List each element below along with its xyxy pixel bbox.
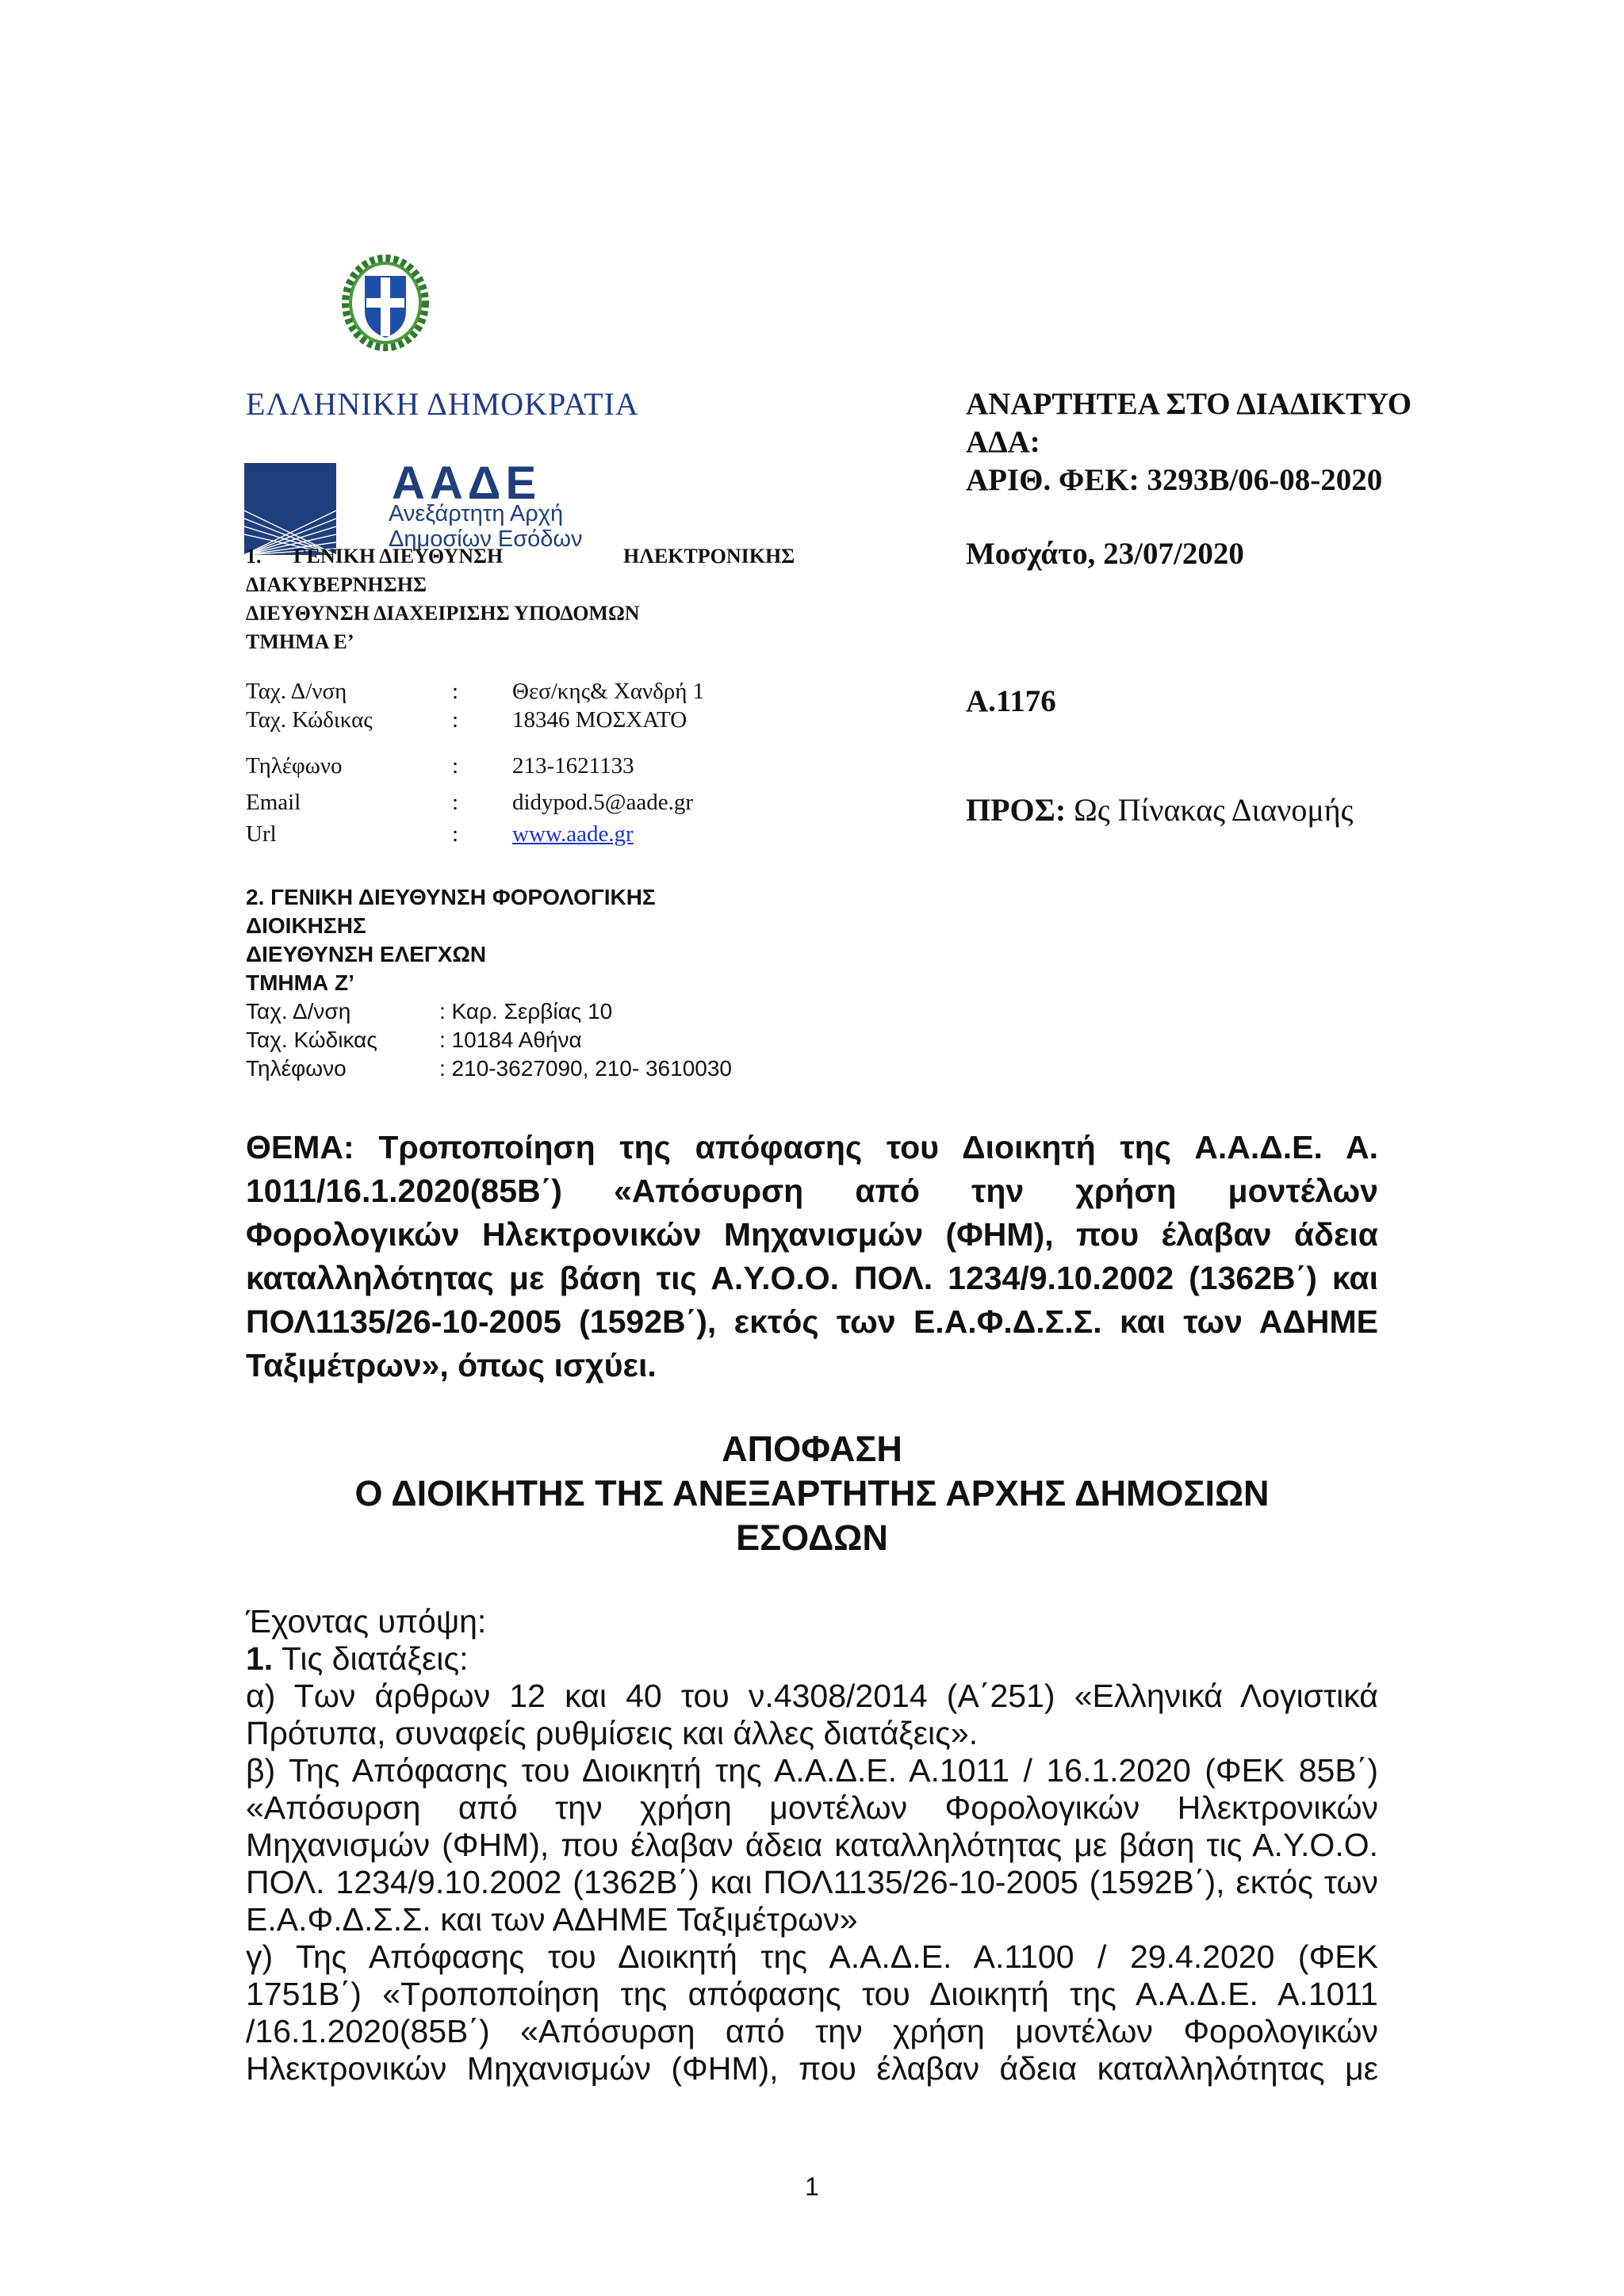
subject-line: ΠΟΛ1135/26-10-2005 (1592Β΄), εκτός των Ε.Α.Φ.Δ.Σ.Σ. και των ΑΔΗΜΕ — [246, 1303, 1378, 1340]
aade-logo-mark — [244, 463, 336, 555]
item-1 — [246, 1640, 1378, 1678]
contact-label: Τηλέφωνο — [246, 753, 343, 779]
contact-value: Θεσ/κης& Χανδρή 1 — [512, 679, 705, 704]
subject-line: Ταξιμέτρων», όπως ισχύει. — [246, 1347, 657, 1383]
website-link[interactable]: www.aade.gr — [512, 821, 634, 847]
body-line: Μηχανισμών (ΦΗΜ), που έλαβαν άδεια καταλληλότητας με βάση τις Α.Υ.Ο.Ο. — [246, 1827, 1378, 1863]
contact-sep: : — [452, 753, 459, 779]
contact-sep: : — [452, 679, 459, 704]
body-line: α) Των άρθρων 12 και 40 του ν.4308/2014 (Α΄251) «Ελληνικά Λογιστικά — [246, 1678, 1378, 1714]
contact-value: : 10184 Αθήνα — [439, 1027, 582, 1052]
org1-line1-left: ΓΕΝΙΚΗ ΔΙΕΥΘΥΝΣΗ — [293, 545, 504, 568]
body-line: ΠΟΛ. 1234/9.10.2002 (1362Β΄) και ΠΟΛ1135/26-10-2005 (1592Β΄), εκτός των — [246, 1864, 1378, 1900]
contact-label: Email — [246, 790, 301, 815]
body-line: γ) Της Απόφασης του Διοικητή της Α.Α.Δ.Ε. Α.1100 / 29.4.2020 (ΦΕΚ — [246, 1938, 1378, 1975]
aade-logo-subtitle-1: Ανεξάρτητη Αρχή — [389, 501, 564, 526]
org2-line1: 2. ΓΕΝΙΚΗ ΔΙΕΥΘΥΝΣΗ ΦΟΡΟΛΟΓΙΚΗΣ — [246, 885, 656, 909]
contact-sep: : — [452, 790, 459, 815]
greek-coat-of-arms-icon — [341, 254, 430, 352]
org1-line3: ΔΙΕΥΘΥΝΣΗ ΔΙΑΧΕΙΡΙΣΗΣ ΥΠΟΔΟΜΩΝ — [246, 602, 640, 625]
body-line: 1751Β΄) «Τροποποίηση της απόφασης του Διοικητή της Α.Α.Δ.Ε. Α.1011 — [246, 1976, 1378, 2012]
contact2-postcode — [246, 1027, 880, 1056]
contact-value: 18346 ΜΟΣΧΑΤΟ — [512, 707, 688, 733]
subject-line: καταλληλότητας με βάση τις Α.Υ.Ο.Ο. ΠΟΛ. 1234/9.10.2002 (1362Β΄) και — [246, 1260, 1378, 1296]
contact-sep: : — [452, 821, 459, 847]
right-header — [966, 385, 1411, 499]
contact2-address — [246, 999, 880, 1027]
contact1-address — [246, 679, 801, 707]
item-1-number: 1. — [246, 1640, 274, 1677]
body-line: /16.1.2020(85Β΄) «Απόσυρση από την χρήση μοντέλων Φορολογικών — [246, 2013, 1378, 2049]
contact2-phone — [246, 1056, 880, 1085]
contact-label: Ταχ. Κώδικας — [246, 707, 373, 733]
subject-block — [246, 1126, 1378, 1387]
decision-authority-line: ΕΣΟΔΩΝ — [736, 1517, 888, 1558]
org1-line1-right: ΗΛΕΚΤΡΟΝΙΚΗΣ — [623, 545, 795, 568]
org-block-1 — [246, 542, 848, 656]
decision-heading — [246, 1427, 1378, 1560]
contact1-email — [246, 790, 801, 818]
body-line: Ε.Α.Φ.Δ.Σ.Σ. και των ΑΔΗΜΕ Ταξιμέτρων» — [246, 1901, 858, 1938]
fek-number: ΑΡΙΘ. ΦΕΚ: 3293Β/06-08-2020 — [966, 463, 1383, 497]
contact-label: Ταχ. Δ/νση — [246, 679, 347, 704]
document-date: Μοσχάτο, 23/07/2020 — [966, 537, 1244, 571]
contact1-postcode — [246, 707, 801, 736]
contact-value: 213-1621133 — [512, 753, 634, 779]
contact1-url — [246, 821, 801, 850]
org1-line4: ΤΜΗΜΑ Ε’ — [246, 630, 354, 653]
org2-line3: ΔΙΕΥΘΥΝΣΗ ΕΛΕΓΧΩΝ — [246, 942, 487, 966]
org2-line2: ΔΙΟΙΚΗΣΗΣ — [246, 913, 366, 938]
org2-line4: ΤΜΗΜΑ Ζ’ — [246, 970, 354, 995]
body-line: β) Της Απόφασης του Διοικητή της Α.Α.Δ.Ε. Α.1011 / 16.1.2020 (ΦΕΚ 85Β΄) — [246, 1752, 1378, 1789]
recipients — [966, 791, 1354, 828]
recipients-value: Ως Πίνακας Διανομής — [1066, 792, 1354, 828]
logo-lines-icon — [244, 463, 336, 555]
item-1-text: Τις διατάξεις: — [273, 1640, 469, 1677]
aade-logo-subtitle-2: Δημοσίων Εσόδων — [389, 526, 583, 552]
body-line: «Απόσυρση από την χρήση μοντέλων Φορολογικών Ηλεκτρονικών — [246, 1789, 1378, 1826]
protocol-number: Α.1176 — [966, 684, 1056, 718]
body-text — [246, 1603, 1378, 2087]
contact-label: Url — [246, 821, 277, 847]
ada-label: ΑΔΑ: — [966, 425, 1040, 459]
decision-authority-line: Ο ΔΙΟΙΚΗΤΗΣ ΤΗΣ ΑΝΕΞΑΡΤΗΤΗΣ ΑΡΧΗΣ ΔΗΜΟΣΙΩΝ — [354, 1473, 1270, 1513]
contact-value: : Καρ. Σερβίας 10 — [439, 999, 613, 1024]
body-line: Πρότυπα, συναφείς ρυθμίσεις και άλλες διατάξεις». — [246, 1715, 979, 1751]
subject-line: 1011/16.1.2020(85Β΄) «Απόσυρση από την χρήση μοντέλων — [246, 1173, 1378, 1209]
decision-title: ΑΠΟΦΑΣΗ — [722, 1429, 902, 1469]
contact-label: Τηλέφωνο — [246, 1056, 347, 1081]
body-line: Ηλεκτρονικών Μηχανισμών (ΦΗΜ), που έλαβαν άδεια καταλληλότητας με — [246, 2050, 1378, 2087]
aade-logo-title: ΑΑΔΕ — [392, 457, 542, 509]
recipients-label: ΠΡΟΣ: — [966, 792, 1067, 828]
contact-value: : 210-3627090, 210- 3610030 — [439, 1056, 732, 1081]
contact1-phone — [246, 753, 801, 782]
contact-label: Ταχ. Κώδικας — [246, 1027, 377, 1052]
post-online-label: ΑΝΑΡΤΗΤΕΑ ΣΤΟ ΔΙΑΔΙΚΤΥΟ — [966, 387, 1412, 421]
contact-value: didypod.5@aade.gr — [512, 790, 694, 815]
org-block-2 — [246, 883, 656, 997]
subject-line: Φορολογικών Ηλεκτρονικών Μηχανισμών (ΦΗΜ), που έλαβαν άδεια — [246, 1216, 1378, 1253]
page-number: 1 — [805, 2172, 819, 2201]
republic-heading: ΕΛΛΗΝΙΚΗ ΔΗΜΟΚΡΑΤΙΑ — [246, 386, 639, 422]
considering-label: Έχοντας υπόψη: — [246, 1603, 487, 1640]
contact-sep: : — [452, 707, 459, 733]
contact-label: Ταχ. Δ/νση — [246, 999, 351, 1024]
subject-line: ΘΕΜΑ: Τροποποίηση της απόφασης του Διοικητή της Α.Α.Δ.Ε. Α. — [246, 1129, 1378, 1165]
org1-line2: ΔΙΑΚΥΒΕΡΝΗΣΗΣ — [246, 573, 427, 596]
org1-number: 1. — [246, 545, 262, 568]
